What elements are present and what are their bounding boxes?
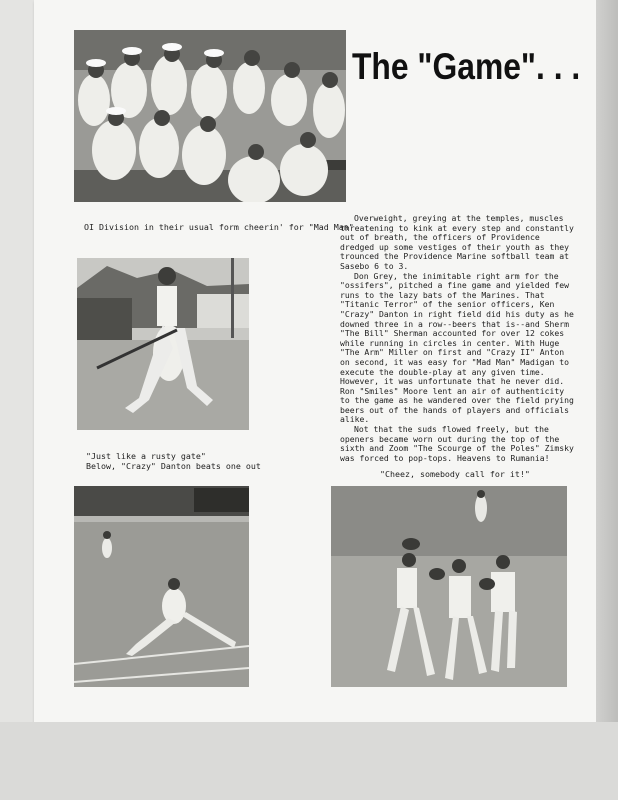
photo-batter-swinging: [77, 258, 249, 430]
photo-danton-beats-one-out: [74, 486, 249, 687]
article-body: [340, 214, 576, 463]
caption-rusty-gate: "Just like a rusty gate": [86, 451, 206, 461]
photo-somebody-call-for-it: [331, 486, 567, 687]
page-edge-shadow: [596, 0, 618, 722]
caption-somebody-call-for-it: "Cheez, somebody call for it!": [380, 469, 530, 479]
article-paragraph: Overweight, greying at the temples, muscles threatening to kink at every step and constantly out of breath, the officers of Providence dredged up some vestiges of their youth as they trounced the Providence Marine softball team at Sasebo 6 to 3.: [340, 213, 574, 271]
caption-oi-division: OI Division in their usual form cheerin' for "Mad Man": [84, 222, 354, 232]
article-paragraph: Not that the suds flowed freely, but the openers became worn out during the top of the sixth and Zoom "The Scourge of the Poles" Zimsky was forced to pop-tops. Heavens to Rumania!: [340, 424, 574, 463]
photo-oi-division-cheering: [74, 30, 346, 202]
page-title: The "Game". . .: [352, 46, 581, 87]
caption-danton-beats-one-out: Below, "Crazy" Danton beats one out: [86, 461, 261, 471]
scan-background: [0, 722, 618, 800]
article-paragraph: Don Grey, the inimitable right arm for the "ossifers", pitched a fine game and yielded few runs to the lazy bats of the Marines. That "Titanic Terror" of the senior officers, Ken "Crazy" Danton in right field did his duty as he downed three in a row--beers that is--and Sherm "The Bill" Sherman accounted for over 12 cokes while running in circles in center. With Huge "The Arm" Miller on first and "Crazy II" Anton on second, it was easy for "Mad Man" Madigan to execute the double-play at any given time. However, it was unfortunate that he never did. Ron "Smiles" Moore lent an air of authenticity to the game as he wandered over the field prying beers out of the hands of players and officials alike.: [340, 270, 574, 425]
